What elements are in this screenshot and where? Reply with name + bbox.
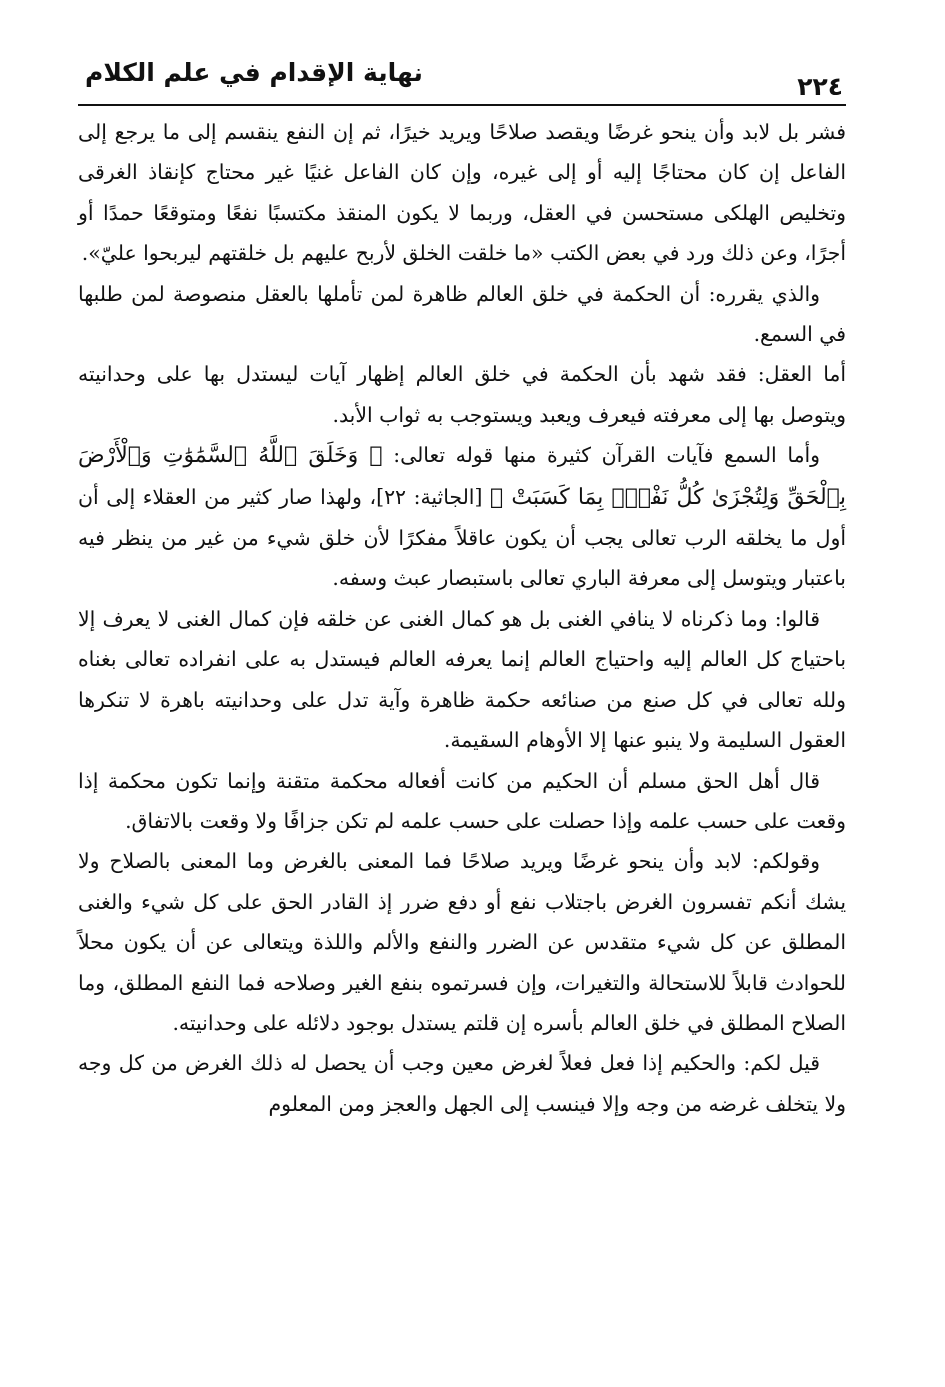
- paragraph-continuation: ، ولهذا صار كثير من العقلاء إلى أن أول ما يخلقه الرب تعالى يجب أن يكون عاقلاً مفكرًا لأن خلق شيء من غير من ينظر فيه باعتبار ويتوسل إلى معرفة الباري تعالى باستبصار عبث وسفه.: [78, 484, 846, 591]
- paragraph: أما العقل: فقد شهد بأن الحكمة في خلق العالم إظهار آيات ليستدل بها على وحدانيته ويتوصل بها إلى معرفته فيعرف ويعبد ويستوجب به ثواب الأبد.: [78, 362, 846, 427]
- paragraph: قالوا: وما ذكرناه لا ينافي الغنى بل هو كمال الغنى عن خلقه فإن كمال الغنى لا يعرف إلا باحتياج كل العالم إليه واحتياج العالم إنما يعرفه العالم فيستدل به على انفراده تعالى بغناه ولله تعالى في كل صنع من صنائعه حكمة ظاهرة وآية تدل على وحدانيته باهرة لا تنكرها العقول السليمة ولا ينبو عنها إلا الأوهام السقيمة.: [78, 606, 846, 753]
- paragraph-with-verse: [78, 435, 846, 599]
- page-number: ٢٢٤: [797, 72, 843, 101]
- running-header: [85, 58, 843, 102]
- paragraph: وقولكم: لابد وأن ينحو غرضًا ويريد صلاحًا فما المعنى بالغرض وما المعنى بالصلاح ولا يشك أنكم تفسرون الغرض باجتلاب نفع أو دفع ضرر إذ القادر الحق على كل شيء والغنى المطلق عن كل شيء متقدس عن الضرر والنفع والألم واللذة ويتعالى عن أن يكون محلاً للحوادث قابلاً للاستحالة والتغيرات، وإن فسرتموه بنفع الغير وصلاحه فما النفع المطلق، وما الصلاح المطلق في خلق العالم بأسره إن قلتم يستدل بوجود دلائله على وحدانيته.: [78, 849, 846, 1035]
- paragraph: قيل لكم: والحكيم إذا فعل فعلاً لغرض معين وجب أن يحصل له ذلك الغرض من كل وجه ولا يتخلف غرضه من وجه وإلا فينسب إلى الجهل والعجز ومن المعلوم: [78, 1051, 846, 1116]
- paragraph: فشر بل لابد وأن ينحو غرضًا ويقصد صلاحًا ويريد خيرًا، ثم إن النفع ينقسم إلى ما يرجع إلى الفاعل إن كان محتاجًا إليه أو إلى غيره، وإن كان الفاعل غنيًا غير محتاج كإنقاذ الغرقى وتخليص الهلكى مستحسن في العقل، وربما لا يكون المنقذ مكتسبًا نفعًا ومتوقعًا حمدًا أو أجرًا، وعن ذلك ورد في بعض الكتب «ما خلقت الخلق لأربح عليهم بل خلقتهم ليربحوا عليّ».: [78, 120, 846, 266]
- header-divider: [78, 104, 846, 106]
- paragraph: والذي يقرره: أن الحكمة في خلق العالم ظاهرة لمن تأملها بالعقل منصوصة لمن طلبها في السمع.: [78, 281, 846, 347]
- book-title: نهاية الإقدام في علم الكلام: [85, 58, 423, 87]
- paragraph: قال أهل الحق مسلم أن الحكيم من كانت أفعاله محكمة متقنة وإنما تكون محكمة إذا وقعت على حسب علمه وإذا حصلت على حسب علمه لم تكن جزافًا ولا وقعت بالاتفاق.: [78, 768, 846, 833]
- verse-citation: [الجاثية: ٢٢]: [376, 484, 483, 509]
- page-body: [78, 112, 846, 1124]
- verse-intro: وأما السمع فآيات القرآن كثيرة منها قوله تعالى:: [393, 443, 821, 468]
- quran-verse: ﴿ وَخَلَقَ ٱللَّهُ ٱلسَّمَٰوَٰتِ وَٱلْأَرْضَ بِٱلْحَقِّ وَلِتُجْزَىٰ كُلُّ نَفْسٍۭ بِمَا كَسَبَتْ ﴾: [78, 443, 846, 510]
